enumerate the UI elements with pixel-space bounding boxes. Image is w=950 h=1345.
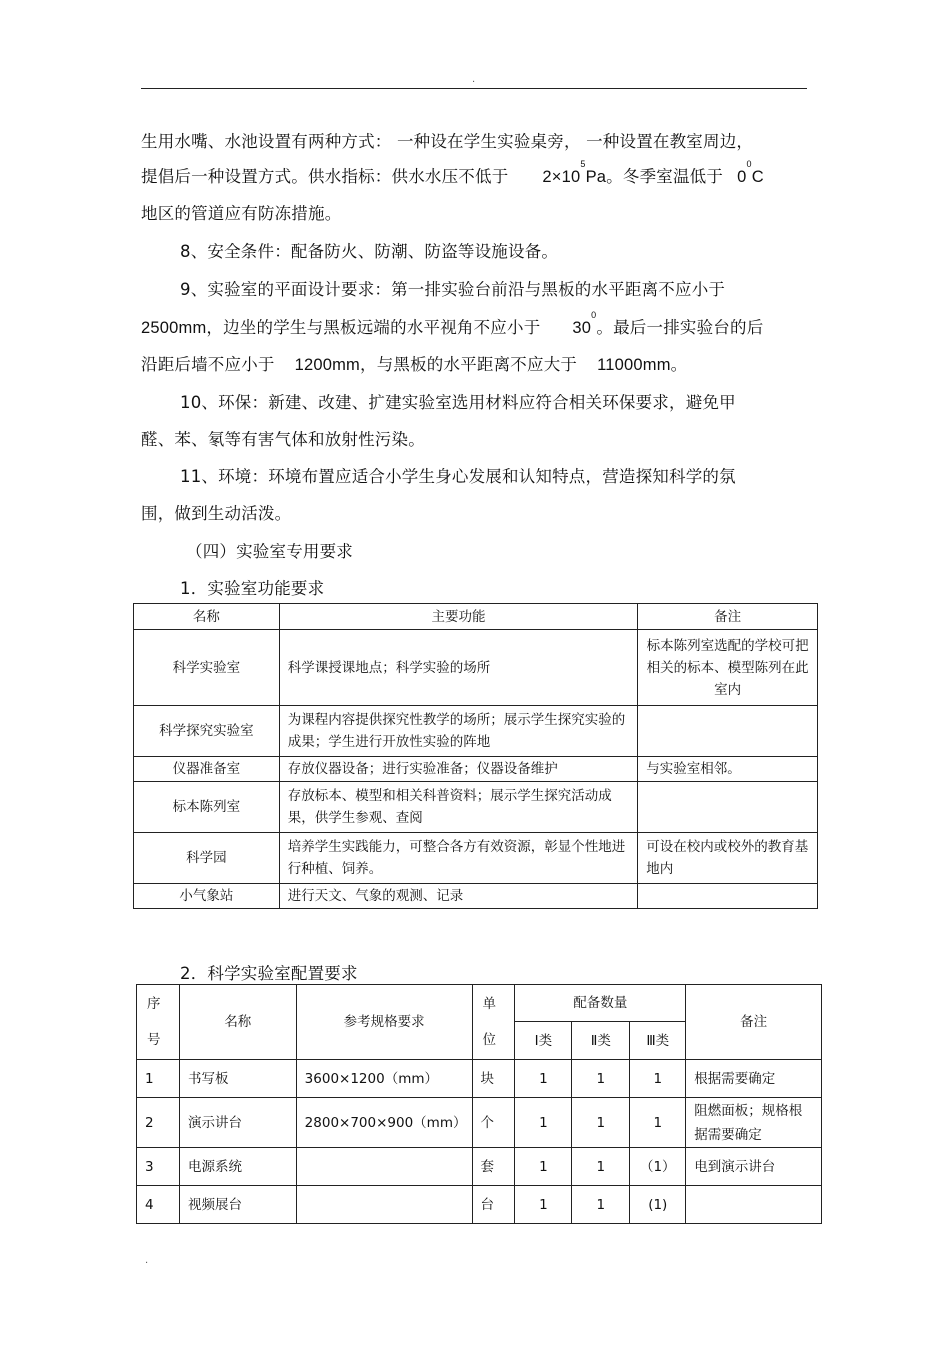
- subheading-2: 2．科学实验室配置要求: [180, 964, 358, 983]
- table-row: [134, 630, 818, 706]
- table-row: [134, 782, 818, 833]
- cell-qty-3: 1: [630, 1060, 686, 1098]
- table-row: [134, 757, 818, 782]
- paragraph-11-line-1: 11、环境：环境布置应适合小学生身心发展和认知特点，营造探知科学的氛: [180, 467, 736, 486]
- cell-unit: 个: [472, 1098, 515, 1148]
- cell-name: 电源系统: [179, 1148, 296, 1186]
- superscript: 0: [591, 310, 597, 320]
- col-header-quantity: 配备数量: [515, 985, 686, 1022]
- table-row: [137, 1148, 822, 1186]
- text-run: 沿距后墙不应小于: [141, 355, 275, 374]
- cell-note: 根据需要确定: [686, 1060, 822, 1098]
- cell-seq: 2: [137, 1098, 180, 1148]
- cell-name: 书写板: [179, 1060, 296, 1098]
- paragraph-8: 8、安全条件：配备防火、防潮、防盗等设施设备。: [180, 242, 559, 261]
- text-run: Pa。冬季室温低于: [585, 168, 724, 186]
- table-header-row: [137, 985, 822, 1022]
- cell-name: 演示讲台: [179, 1098, 296, 1148]
- header-text: 号: [147, 1032, 161, 1048]
- table-row: [134, 884, 818, 909]
- text-run: 2500mm，边坐的学生与黑板远端的水平视角不应小于: [141, 319, 541, 337]
- paragraph-7-line-3: 地区的管道应有防冻措施。: [141, 204, 342, 223]
- section-heading-4: （四）实验室专用要求: [186, 542, 353, 561]
- col-header-name: 名称: [179, 985, 296, 1060]
- cell-qty-3: (1): [630, 1186, 686, 1224]
- cell-note: [638, 706, 818, 757]
- cell-note: [638, 884, 818, 909]
- cell-note: [638, 782, 818, 833]
- cell-qty-2: 1: [572, 1060, 630, 1098]
- cell-function: 进行天文、气象的观测、记录: [279, 884, 637, 909]
- cell-function: 存放仪器设备；进行实验准备；仪器设备维护: [279, 757, 637, 782]
- cell-note: [686, 1186, 822, 1224]
- cell-function: 为课程内容提供探究性教学的场所；展示学生探究实验的成果；学生进行开放性实验的阵地: [279, 706, 637, 757]
- cell-spec: 3600×1200（mm）: [296, 1060, 472, 1098]
- cell-seq: 4: [137, 1186, 180, 1224]
- cell-name: 仪器准备室: [134, 757, 280, 782]
- header-text: 序: [147, 996, 161, 1012]
- cell-name: 视频展台: [179, 1186, 296, 1224]
- table-row: [134, 833, 818, 884]
- col-header-note: 备注: [686, 985, 822, 1060]
- text-run: 。最后一排实验台的后: [596, 318, 764, 337]
- cell-name: 科学探究实验室: [134, 706, 280, 757]
- paragraph-10-line-1: 10、环保：新建、改建、扩建实验室选用材料应符合相关环保要求，避免甲: [180, 393, 736, 412]
- cell-qty-1: 1: [515, 1186, 572, 1224]
- cell-spec: [296, 1148, 472, 1186]
- cell-qty-2: 1: [572, 1186, 630, 1224]
- superscript: 0: [746, 159, 752, 169]
- header-rule: [141, 88, 807, 89]
- col-header-note: 备注: [638, 604, 818, 630]
- paragraph-9-line-2: [141, 310, 764, 338]
- cell-name: 标本陈列室: [134, 782, 280, 833]
- text-run: 11000mm。: [597, 356, 688, 374]
- cell-qty-3: 1: [630, 1098, 686, 1148]
- cell-note: 标本陈列室选配的学校可把相关的标本、模型陈列在此室内: [638, 630, 818, 706]
- cell-unit: 台: [472, 1186, 515, 1224]
- cell-qty-2: 1: [572, 1098, 630, 1148]
- col-header-class-2: Ⅱ类: [572, 1022, 630, 1060]
- cell-name: 科学园: [134, 833, 280, 884]
- table-row: [137, 1186, 822, 1224]
- text-run: C: [751, 168, 764, 186]
- cell-function: 存放标本、模型和相关科普资料；展示学生探究活动成果，供学生参观、查阅: [279, 782, 637, 833]
- text-run: 2×10: [542, 168, 581, 186]
- cell-spec: 2800×700×900（mm）: [296, 1098, 472, 1148]
- superscript: 5: [580, 159, 586, 169]
- header-text: 单: [482, 996, 496, 1012]
- table-header-row: [134, 604, 818, 630]
- cell-note: 阻燃面板；规格根据需要确定: [686, 1098, 822, 1148]
- cell-spec: [296, 1186, 472, 1224]
- text-run: 提倡后一种设置方式。供水指标：供水水压不低于: [141, 167, 509, 186]
- cell-note: 与实验室相邻。: [638, 757, 818, 782]
- col-header-spec: 参考规格要求: [296, 985, 472, 1060]
- cell-function: 科学课授课地点；科学实验的场所: [279, 630, 637, 706]
- header-text: 位: [482, 1032, 496, 1048]
- cell-seq: 1: [137, 1060, 180, 1098]
- lab-function-table: [133, 603, 818, 909]
- text-run: 30: [572, 319, 592, 337]
- table-row: [134, 706, 818, 757]
- col-header-seq: [137, 985, 180, 1060]
- table-row: [137, 1060, 822, 1098]
- table-row: [137, 1098, 822, 1148]
- cell-unit: 块: [472, 1060, 515, 1098]
- cell-qty-2: 1: [572, 1148, 630, 1186]
- cell-qty-1: 1: [515, 1060, 572, 1098]
- paragraph-9-line-1: 9、实验室的平面设计要求：第一排实验台前沿与黑板的水平距离不应小于: [180, 280, 726, 299]
- header-dot: .: [472, 74, 476, 85]
- cell-qty-1: 1: [515, 1148, 572, 1186]
- cell-seq: 3: [137, 1148, 180, 1186]
- paragraph-11-line-2: 围，做到生动活泼。: [141, 504, 292, 523]
- cell-name: 科学实验室: [134, 630, 280, 706]
- paragraph-7-line-2: [141, 159, 764, 187]
- col-header-name: 名称: [134, 604, 280, 630]
- subheading-1: 1．实验室功能要求: [180, 579, 325, 598]
- paragraph-9-line-3: [141, 351, 687, 375]
- text-run: 1200mm，与黑板的水平距离不应大于: [294, 356, 578, 374]
- col-header-class-3: Ⅲ类: [630, 1022, 686, 1060]
- footer-dot: .: [145, 1255, 149, 1266]
- col-header-unit: [472, 985, 515, 1060]
- cell-function: 培养学生实践能力，可整合各方有效资源，彰显个性地进行种植、饲养。: [279, 833, 637, 884]
- col-header-function: 主要功能: [279, 604, 637, 630]
- cell-unit: 套: [472, 1148, 515, 1186]
- cell-note: 可设在校内或校外的教育基地内: [638, 833, 818, 884]
- col-header-class-1: Ⅰ类: [515, 1022, 572, 1060]
- lab-config-table: [136, 984, 822, 1224]
- paragraph-7-line-1: 生用水嘴、水池设置有两种方式： 一种设在学生实验桌旁， 一种设置在教室周边，: [141, 132, 754, 151]
- cell-qty-3: （1）: [630, 1148, 686, 1186]
- cell-name: 小气象站: [134, 884, 280, 909]
- text-run: 0: [737, 168, 747, 186]
- cell-note: 电到演示讲台: [686, 1148, 822, 1186]
- paragraph-10-line-2: 醛、苯、氡等有害气体和放射性污染。: [141, 430, 425, 449]
- cell-qty-1: 1: [515, 1098, 572, 1148]
